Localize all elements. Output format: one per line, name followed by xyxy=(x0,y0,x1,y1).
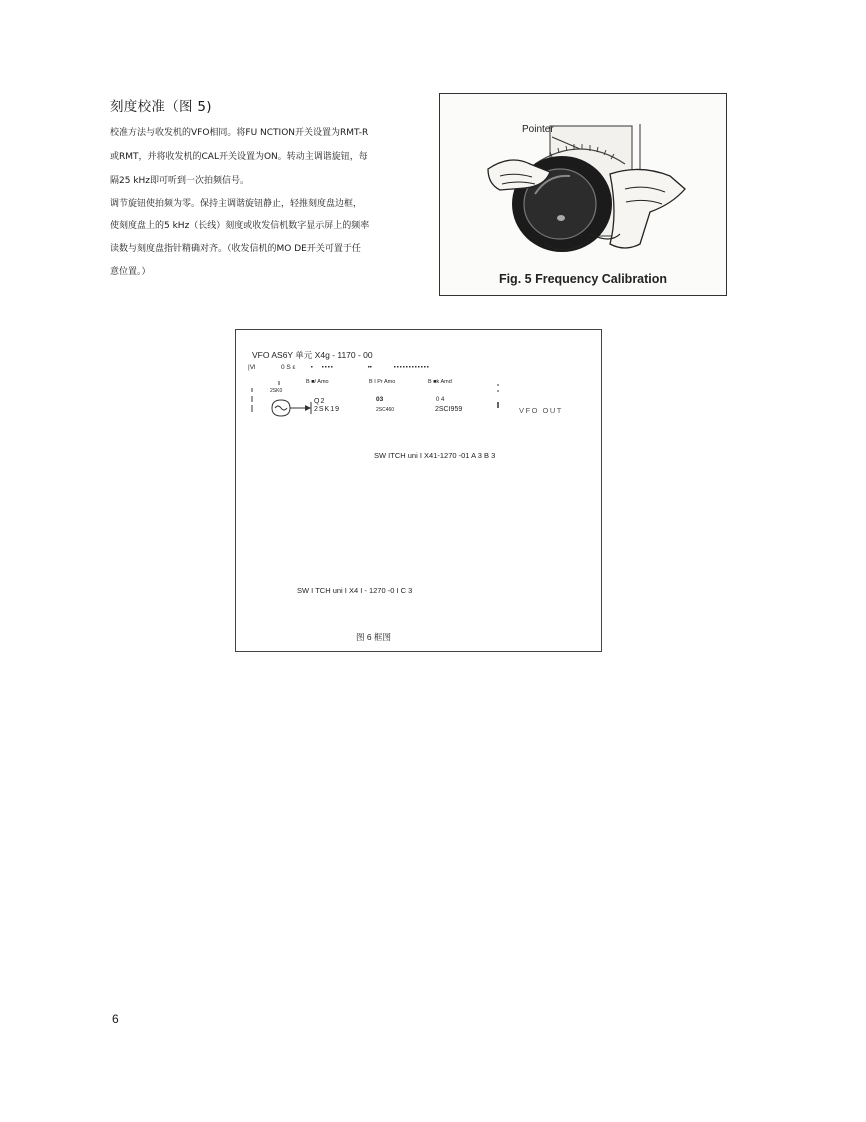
page-number: 6 xyxy=(112,1012,119,1026)
oscillator-symbol xyxy=(269,398,319,418)
stage-label: B ■/ Amo xyxy=(306,379,329,385)
section-heading: 刻度校准（图 5) xyxy=(110,99,212,115)
paragraph-line: 校准方法与收发机的VFO相同。将FU NCTION开关设置为RMT-R xyxy=(110,128,369,138)
row-label: |Vl xyxy=(248,364,256,371)
paragraph-line: 隔25 kHz即可听到一次拍频信号。 xyxy=(110,176,250,186)
q2-type: 2SK19 xyxy=(314,406,341,413)
switch-unit-label: SW ITCH uni I X41-1270 -01 A 3 B 3 xyxy=(374,451,496,460)
q3-type: 2SC460 xyxy=(376,407,395,413)
q4-ref: 0 4 xyxy=(436,397,445,403)
figure-6-block-diagram xyxy=(235,329,602,652)
pointer-label: Pointer xyxy=(522,124,554,135)
dotted-marks xyxy=(306,363,436,371)
block-diagram-title: VFO AS6Y 单元 X4g - 1170 - 00 xyxy=(252,350,373,360)
switch-unit-label: SW I TCH uni I X4 I - 1270 -0 I C 3 xyxy=(297,586,413,595)
figure-6-caption: 图 6 框图 xyxy=(356,632,391,642)
paragraph-line: 意位置。） xyxy=(110,267,151,277)
vfo-out-label: VFO OUT xyxy=(519,406,563,415)
stage-label: B ■k Amd xyxy=(428,379,452,385)
paragraph-line: 使刻度盘上的5 kHz（长线）刻度或收发信机数字显示屏上的频率 xyxy=(110,221,370,231)
figure-5 xyxy=(439,93,727,296)
stage-label: B I Pr Amo xyxy=(369,379,396,385)
q1-type-label: 2SK0 xyxy=(270,388,283,394)
q2-ref: Q2 xyxy=(314,398,326,405)
paragraph-line: 或RMT，并将收发机的CAL开关设置为ON。转动主调谐旋钮，每 xyxy=(110,152,368,162)
figure-5-caption: Fig. 5 Frequency Calibration xyxy=(498,272,668,286)
paragraph-line: 读数与刻度盘指针精确对齐。（收发信机的MO DE开关可置于任 xyxy=(110,244,361,254)
row-label: 0 S ε xyxy=(281,364,296,371)
paragraph-line: 调节旋钮使拍频为零。保持主调谐旋钮静止，轻推刻度盘边框， xyxy=(110,199,363,209)
dial-photo-illustration xyxy=(440,94,728,297)
q3-ref: 03 xyxy=(376,396,384,403)
q4-type: 2SCI959 xyxy=(435,406,463,413)
